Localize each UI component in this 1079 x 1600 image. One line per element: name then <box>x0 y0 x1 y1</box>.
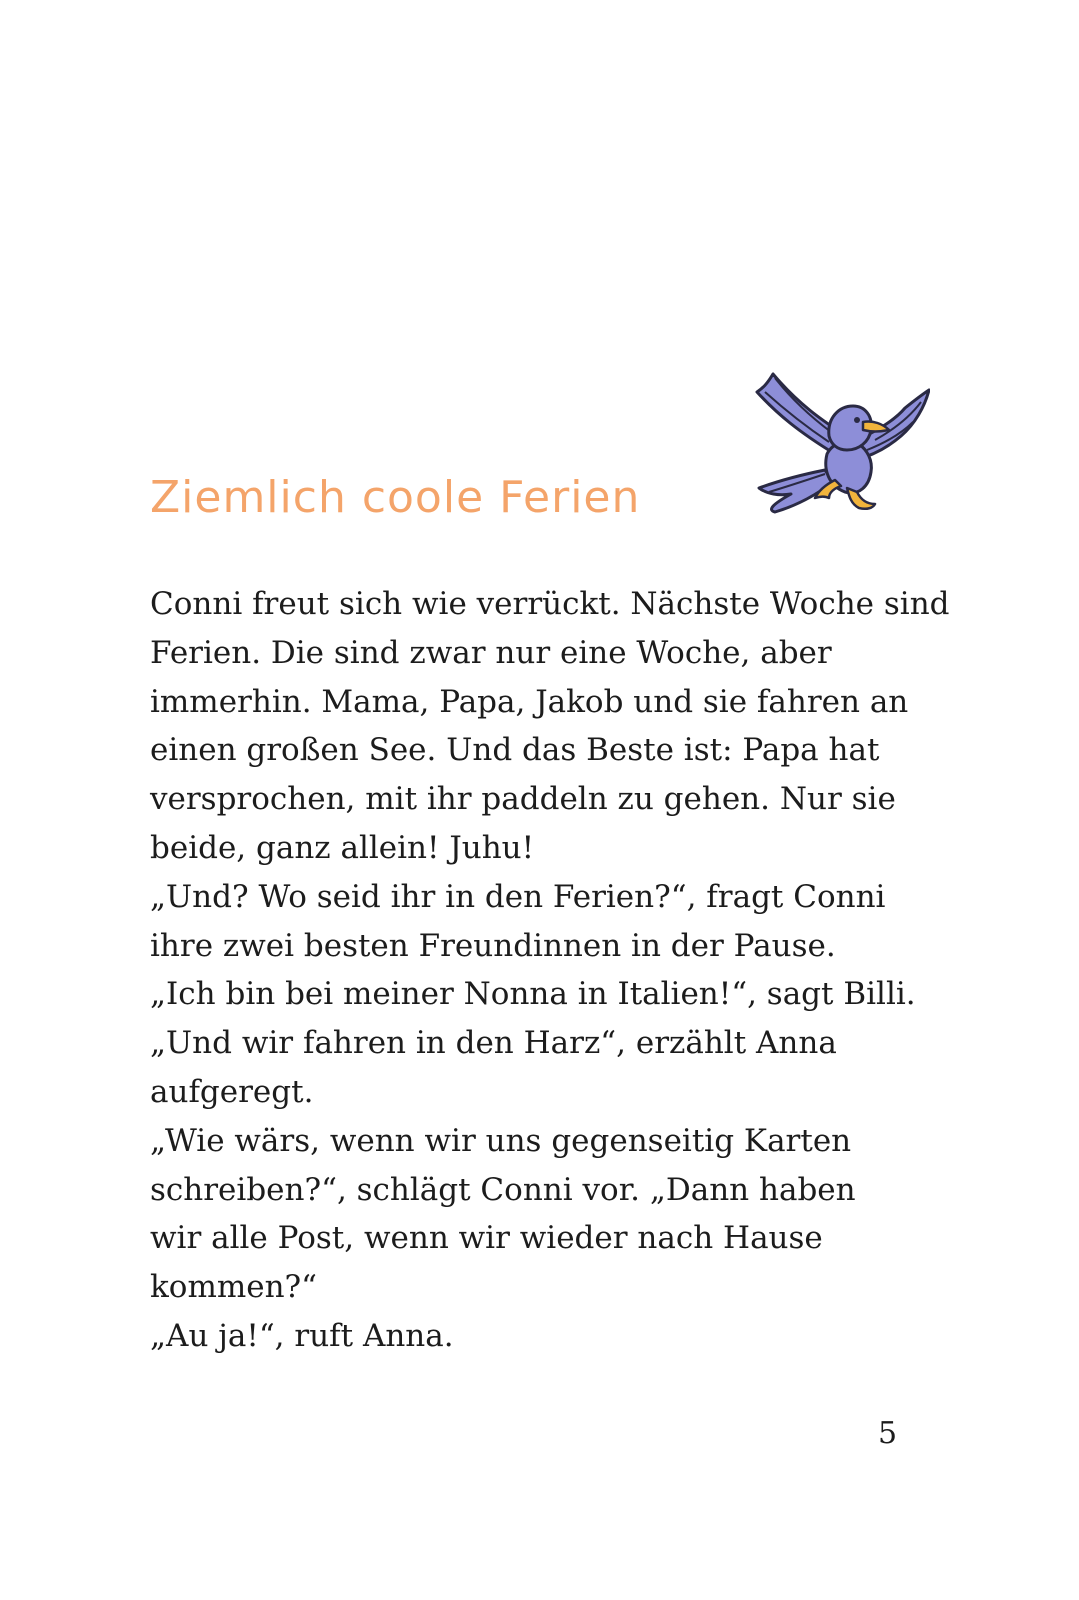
story-line: wir alle Post, wenn wir wieder nach Hause <box>150 1220 823 1257</box>
story-line: einen großen See. Und das Beste ist: Papa hat <box>150 732 880 769</box>
raven-beak <box>863 421 889 431</box>
story-line: „Ich bin bei meiner Nonna in Italien!“, sagt Billi. <box>150 976 916 1013</box>
story-line: Ferien. Die sind zwar nur eine Woche, aber <box>150 634 832 671</box>
story-line: „Wie wärs, wenn wir uns gegenseitig Karten <box>150 1122 852 1159</box>
story-line: „Und wir fahren in den Harz“, erzählt Anna <box>150 1025 837 1062</box>
flying-raven-icon <box>755 362 930 517</box>
story-line: „Au ja!“, ruft Anna. <box>150 1317 454 1354</box>
story-line: kommen?“ <box>150 1269 318 1306</box>
story-line: immerhin. Mama, Papa, Jakob und sie fahren an <box>150 683 909 720</box>
page-number: 5 <box>878 1416 898 1451</box>
story-line: schreiben?“, schlägt Conni vor. „Dann haben <box>150 1171 856 1208</box>
raven-eye <box>854 417 860 423</box>
story-line: versprochen, mit ihr paddeln zu gehen. Nur sie <box>150 781 896 818</box>
story-line: ihre zwei besten Freundinnen in der Pause. <box>150 927 836 964</box>
story-line: beide, ganz allein! Juhu! <box>150 829 535 866</box>
story-line: „Und? Wo seid ihr in den Ferien?“, fragt Conni <box>150 878 886 915</box>
story-text <box>150 580 950 1361</box>
story-line: Conni freut sich wie verrückt. Nächste Woche sind <box>150 586 950 622</box>
story-line: aufgeregt. <box>150 1073 314 1110</box>
chapter-title: Ziemlich coole Ferien <box>150 472 641 523</box>
